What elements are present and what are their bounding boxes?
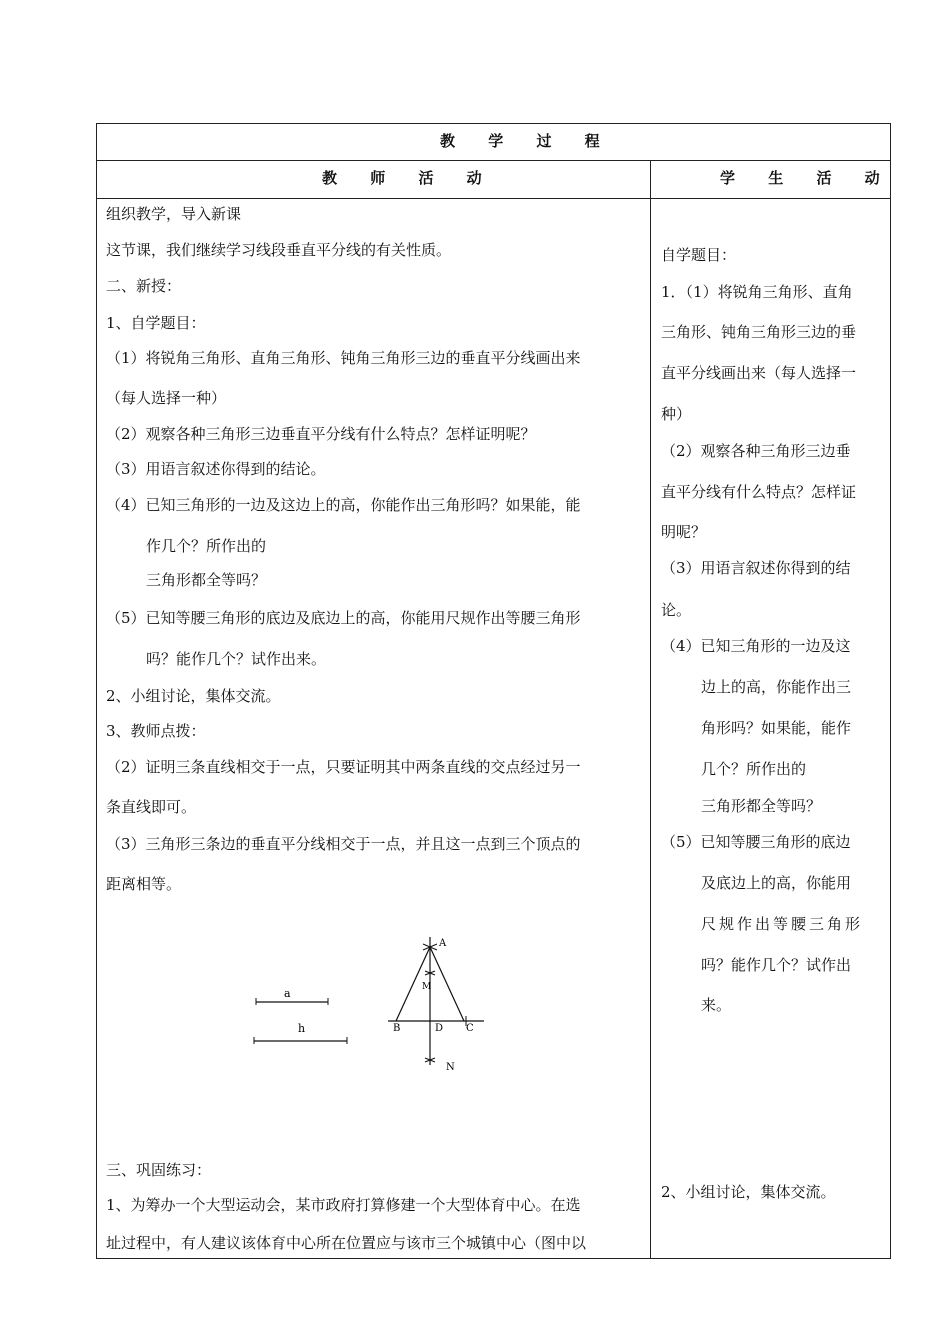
teacher-line: 这节课，我们继续学习线段垂直平分线的有关性质。 [106,241,452,259]
table-divider [96,160,891,161]
teacher-line: 二、新授： [106,277,182,295]
label-D: D [435,1023,444,1034]
student-line: 吗？能作几个？试作出 [701,956,852,974]
teacher-line: 1、自学题目： [106,314,206,332]
student-line: 三角形都全等吗？ [701,797,822,815]
student-line: 直平分线画出来（每人选择一 [661,364,857,382]
side-AC [430,947,464,1021]
teacher-line: 址过程中，有人建议该体育中心所在位置应与该市三个城镇中心（图中以 [106,1234,587,1252]
teacher-line: （1）将锐角三角形、直角三角形、钝角三角形三边的垂直平分线画出来 [106,349,581,367]
teacher-line: 作几个？所作出的 [146,537,267,555]
teacher-line: （每人选择一种） [106,389,227,407]
student-line: 角形吗？如果能，能作 [701,719,852,737]
student-line: 边上的高，你能作出三 [701,678,852,696]
student-line: 明呢？ [661,523,707,541]
teacher-line: （3）三角形三条边的垂直平分线相交于一点，并且这一点到三个顶点的 [106,835,581,853]
teacher-line: 三、巩固练习： [106,1161,212,1179]
table-title: 教 学 过 程 [440,132,614,150]
student-line: 1．（1）将锐角三角形、直角 [661,283,853,301]
teacher-line: 2、小组讨论，集体交流。 [106,687,281,705]
student-line: 自学题目： [661,246,737,264]
teacher-line: （3）用语言叙述你得到的结论。 [106,460,326,478]
student-line: 论。 [661,601,692,619]
teacher-line: 三角形都全等吗？ [146,571,267,589]
column-divider [650,160,651,1259]
student-line: 来。 [701,996,732,1014]
teacher-line: （4）已知三角形的一边及这边上的高，你能作出三角形吗？如果能，能 [106,496,581,514]
student-line: 及底边上的高，你能用 [701,874,852,892]
label-A: A [439,938,447,949]
label-N: N [446,1062,455,1073]
student-line: 几个？所作出的 [701,760,807,778]
student-line: （4）已知三角形的一边及这 [661,637,851,655]
student-line: 三角形、钝角三角形三边的垂 [661,323,857,341]
teacher-line: 3、教师点拨： [106,722,206,740]
teacher-line: 条直线即可。 [106,798,197,816]
construction-figure [240,925,500,1085]
teacher-line: 组织教学，导入新课 [106,205,242,223]
student-line: （5）已知等腰三角形的底边 [661,833,851,851]
label-C: C [466,1023,474,1034]
student-line: 直平分线有什么特点？怎样证 [661,483,857,501]
student-line: 种） [661,405,692,423]
student-line: 尺规作出等腰三角形 [701,915,864,933]
teacher-line: （2）观察各种三角形三边垂直平分线有什么特点？怎样证明呢？ [106,425,536,443]
teacher-line: 距离相等。 [106,875,182,893]
student-line: （3）用语言叙述你得到的结 [661,559,851,577]
student-activity-header: 学 生 活 动 [720,169,894,187]
student-line: （2）观察各种三角形三边垂 [661,442,851,460]
teacher-line: （2）证明三条直线相交于一点，只要证明其中两条直线的交点经过另一 [106,758,581,776]
teacher-activity-header: 教 师 活 动 [322,169,496,187]
teacher-line: 1、为筹办一个大型运动会，某市政府打算修建一个大型体育中心。在选 [106,1196,581,1214]
label-B: B [393,1023,401,1034]
teacher-line: 吗？能作几个？试作出来。 [146,650,327,668]
label-h: h [298,1022,306,1035]
table-divider [96,198,891,199]
label-a: a [284,987,291,1000]
label-M: M [422,982,432,992]
student-line: 2、小组讨论，集体交流。 [661,1183,836,1201]
teacher-line: （5）已知等腰三角形的底边及底边上的高，你能用尺规作出等腰三角形 [106,609,581,627]
